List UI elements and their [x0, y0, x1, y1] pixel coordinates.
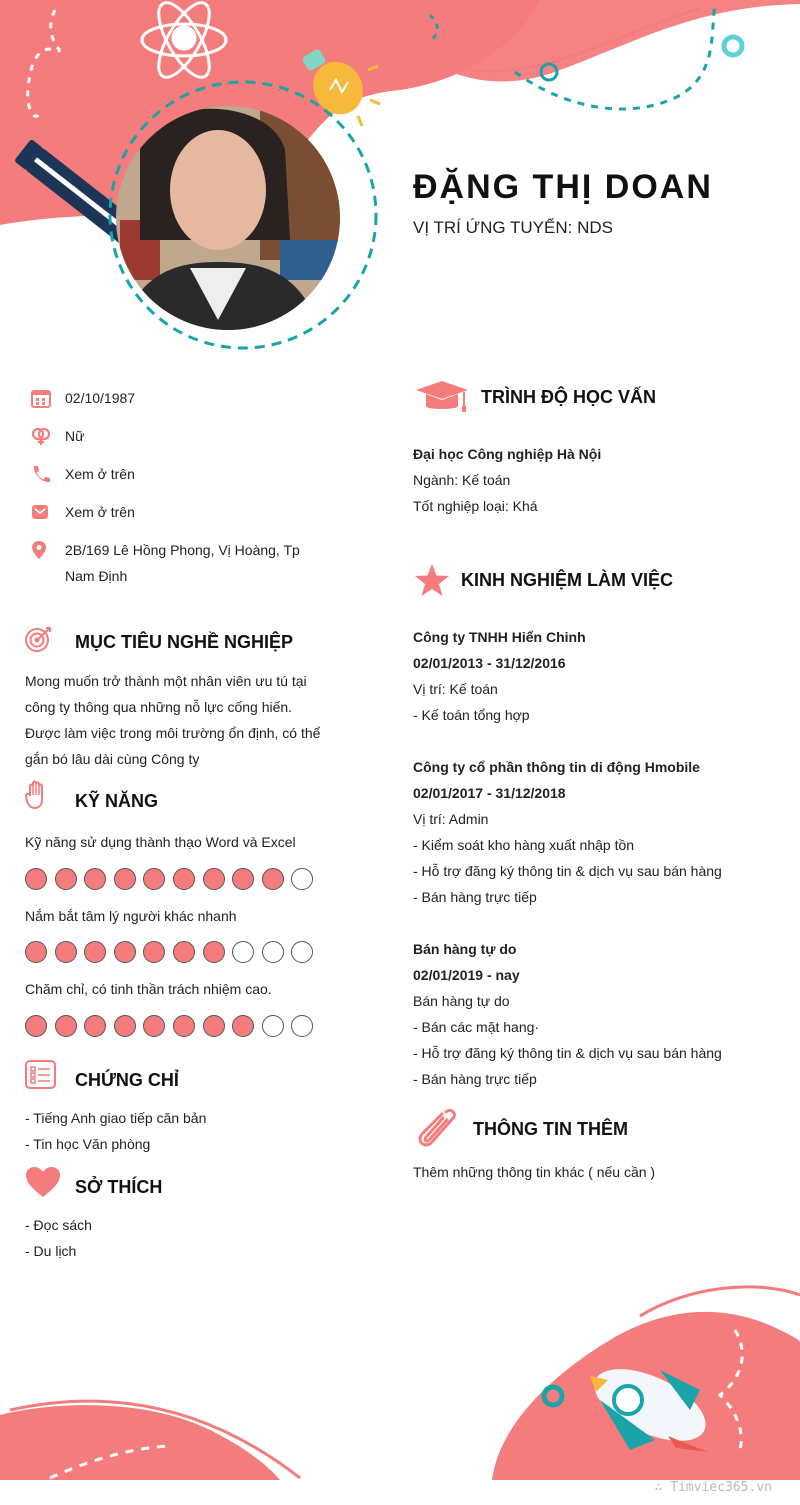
- calendar-icon: [30, 388, 52, 408]
- rating-dot-empty: [291, 941, 313, 963]
- email-icon: [30, 502, 52, 522]
- job-task: - Hỗ trợ đăng ký thông tin & dịch vụ sau bán hàng: [413, 1045, 722, 1061]
- rating-dot-filled: [203, 941, 225, 963]
- phone-icon: [30, 464, 52, 484]
- education-school: Đại học Công nghiệp Hà Nội: [413, 446, 602, 462]
- education-major: Ngành: Kế toán: [413, 472, 511, 488]
- phone-text: Xem ở trên: [65, 466, 135, 482]
- hobby-item: - Đọc sách: [25, 1217, 92, 1233]
- contact-email: [30, 502, 305, 525]
- email-text: Xem ở trên: [65, 504, 135, 520]
- heart-icon: [25, 1166, 61, 1198]
- rating-dot-filled: [203, 1015, 225, 1037]
- education-details: [413, 441, 793, 519]
- rating-dot-empty: [262, 941, 284, 963]
- job-task: - Bán hàng trực tiếp: [413, 889, 537, 905]
- rating-dot-filled: [143, 868, 165, 890]
- education-grade: Tốt nghiệp loại: Khá: [413, 498, 538, 514]
- job-company: Bán hàng tự do: [413, 941, 517, 957]
- rating-dot-empty: [262, 1015, 284, 1037]
- rating-dot-filled: [84, 1015, 106, 1037]
- rating-dot-filled: [84, 868, 106, 890]
- gender-icon: [30, 426, 52, 446]
- paperclip-icon: [414, 1108, 460, 1150]
- job-task: - Hỗ trợ đăng ký thông tin & dịch vụ sau bán hàng: [413, 863, 722, 879]
- rating-dot-filled: [114, 941, 136, 963]
- job-company: Công ty cổ phần thông tin di động Hmobile: [413, 759, 700, 775]
- location-icon: [30, 540, 52, 560]
- certificate-icon: [25, 1060, 57, 1090]
- skill-name: Nắm bắt tâm lý người khác nhanh: [25, 908, 237, 924]
- rating-dot-filled: [173, 941, 195, 963]
- rating-dot-empty: [232, 941, 254, 963]
- contact-address: [30, 540, 305, 589]
- extra-text: [413, 1159, 793, 1185]
- rating-dot-filled: [25, 868, 47, 890]
- job-period: 02/01/2017 - 31/12/2018: [413, 785, 566, 801]
- hobbies-title: SỞ THÍCH: [75, 1177, 163, 1197]
- certificate-item: - Tin học Văn phòng: [25, 1136, 151, 1152]
- candidate-name: ĐẶNG THỊ DOAN: [413, 168, 713, 206]
- skill-rating: [25, 1015, 321, 1037]
- job-entry: [413, 754, 793, 910]
- certificates-list: [25, 1105, 325, 1157]
- contact-phone: [30, 464, 305, 487]
- certificates-title: CHỨNG CHỈ: [75, 1070, 179, 1090]
- watermark: ∴ Timviec365.vn: [654, 1480, 772, 1495]
- rating-dot-filled: [55, 1015, 77, 1037]
- rating-dot-filled: [25, 1015, 47, 1037]
- rating-dot-filled: [143, 1015, 165, 1037]
- rating-dot-filled: [173, 868, 195, 890]
- rating-dot-filled: [114, 1015, 136, 1037]
- objective-title: MỤC TIÊU NGHỀ NGHIỆP: [75, 632, 294, 652]
- skills-title: KỸ NĂNG: [75, 791, 159, 811]
- education-title: TRÌNH ĐỘ HỌC VẤN: [481, 387, 656, 407]
- rating-dot-empty: [291, 1015, 313, 1037]
- rating-dot-filled: [114, 868, 136, 890]
- rating-dot-empty: [291, 868, 313, 890]
- extra-text-line: Thêm những thông tin khác ( nếu cần ): [413, 1164, 656, 1180]
- star-icon: [414, 563, 450, 597]
- contact-gender: [30, 426, 305, 449]
- objective-text: Mong muốn trở thành một nhân viên ưu tú tại công ty thông qua những nỗ lực cống hiến. Được làm việc trong môi trường ổn định, có thể gắn bó lâu dài cùng Công ty: [25, 673, 321, 767]
- extra-title: THÔNG TIN THÊM: [473, 1119, 628, 1139]
- job-entry: [413, 936, 793, 1092]
- rating-dot-filled: [143, 941, 165, 963]
- certificate-item: - Tiếng Anh giao tiếp căn bản: [25, 1110, 207, 1126]
- rating-dot-filled: [232, 868, 254, 890]
- address-text: 2B/169 Lê Hồng Phong, Vị Hoàng, Tp Nam Định: [65, 542, 300, 584]
- experience-title: KINH NGHIỆM LÀM VIỆC: [461, 570, 674, 590]
- rating-dot-filled: [84, 941, 106, 963]
- rating-dot-filled: [203, 868, 225, 890]
- rating-dot-filled: [173, 1015, 195, 1037]
- job-role: Vị trí: Admin: [413, 811, 489, 827]
- birthdate-text: 02/10/1987: [65, 390, 136, 406]
- hand-icon: [25, 780, 49, 810]
- target-icon: [25, 625, 53, 653]
- job-task: - Bán hàng trực tiếp: [413, 1071, 537, 1087]
- rating-dot-filled: [55, 941, 77, 963]
- job-role: Bán hàng tự do: [413, 993, 510, 1009]
- hobbies-list: [25, 1212, 325, 1264]
- job-task: - Kiểm soát kho hàng xuất nhập tồn: [413, 837, 635, 853]
- job-entry: [413, 624, 793, 728]
- job-period: 02/01/2019 - nay: [413, 967, 520, 983]
- job-period: 02/01/2013 - 31/12/2016: [413, 655, 566, 671]
- rating-dot-filled: [55, 868, 77, 890]
- job-company: Công ty TNHH Hiển Chinh: [413, 629, 586, 645]
- skill-rating: [25, 868, 321, 890]
- graduation-cap-icon: [414, 380, 470, 414]
- rating-dot-filled: [232, 1015, 254, 1037]
- rating-dot-filled: [25, 941, 47, 963]
- applied-position: VỊ TRÍ ỨNG TUYỂN: NDS: [413, 218, 613, 237]
- contact-birthdate: [30, 388, 305, 411]
- gender-text: Nữ: [65, 428, 85, 444]
- skill-rating: [25, 941, 321, 963]
- hobby-item: - Du lịch: [25, 1243, 77, 1259]
- skill-name: Kỹ năng sử dụng thành thạo Word và Excel: [25, 834, 296, 850]
- job-task: - Kế toán tổng hợp: [413, 707, 530, 723]
- job-task: - Bán các mặt hang·: [413, 1019, 540, 1035]
- rating-dot-filled: [262, 868, 284, 890]
- job-role: Vị trí: Kế toán: [413, 681, 498, 697]
- skill-name: Chăm chỉ, có tinh thần trách nhiệm cao.: [25, 981, 272, 997]
